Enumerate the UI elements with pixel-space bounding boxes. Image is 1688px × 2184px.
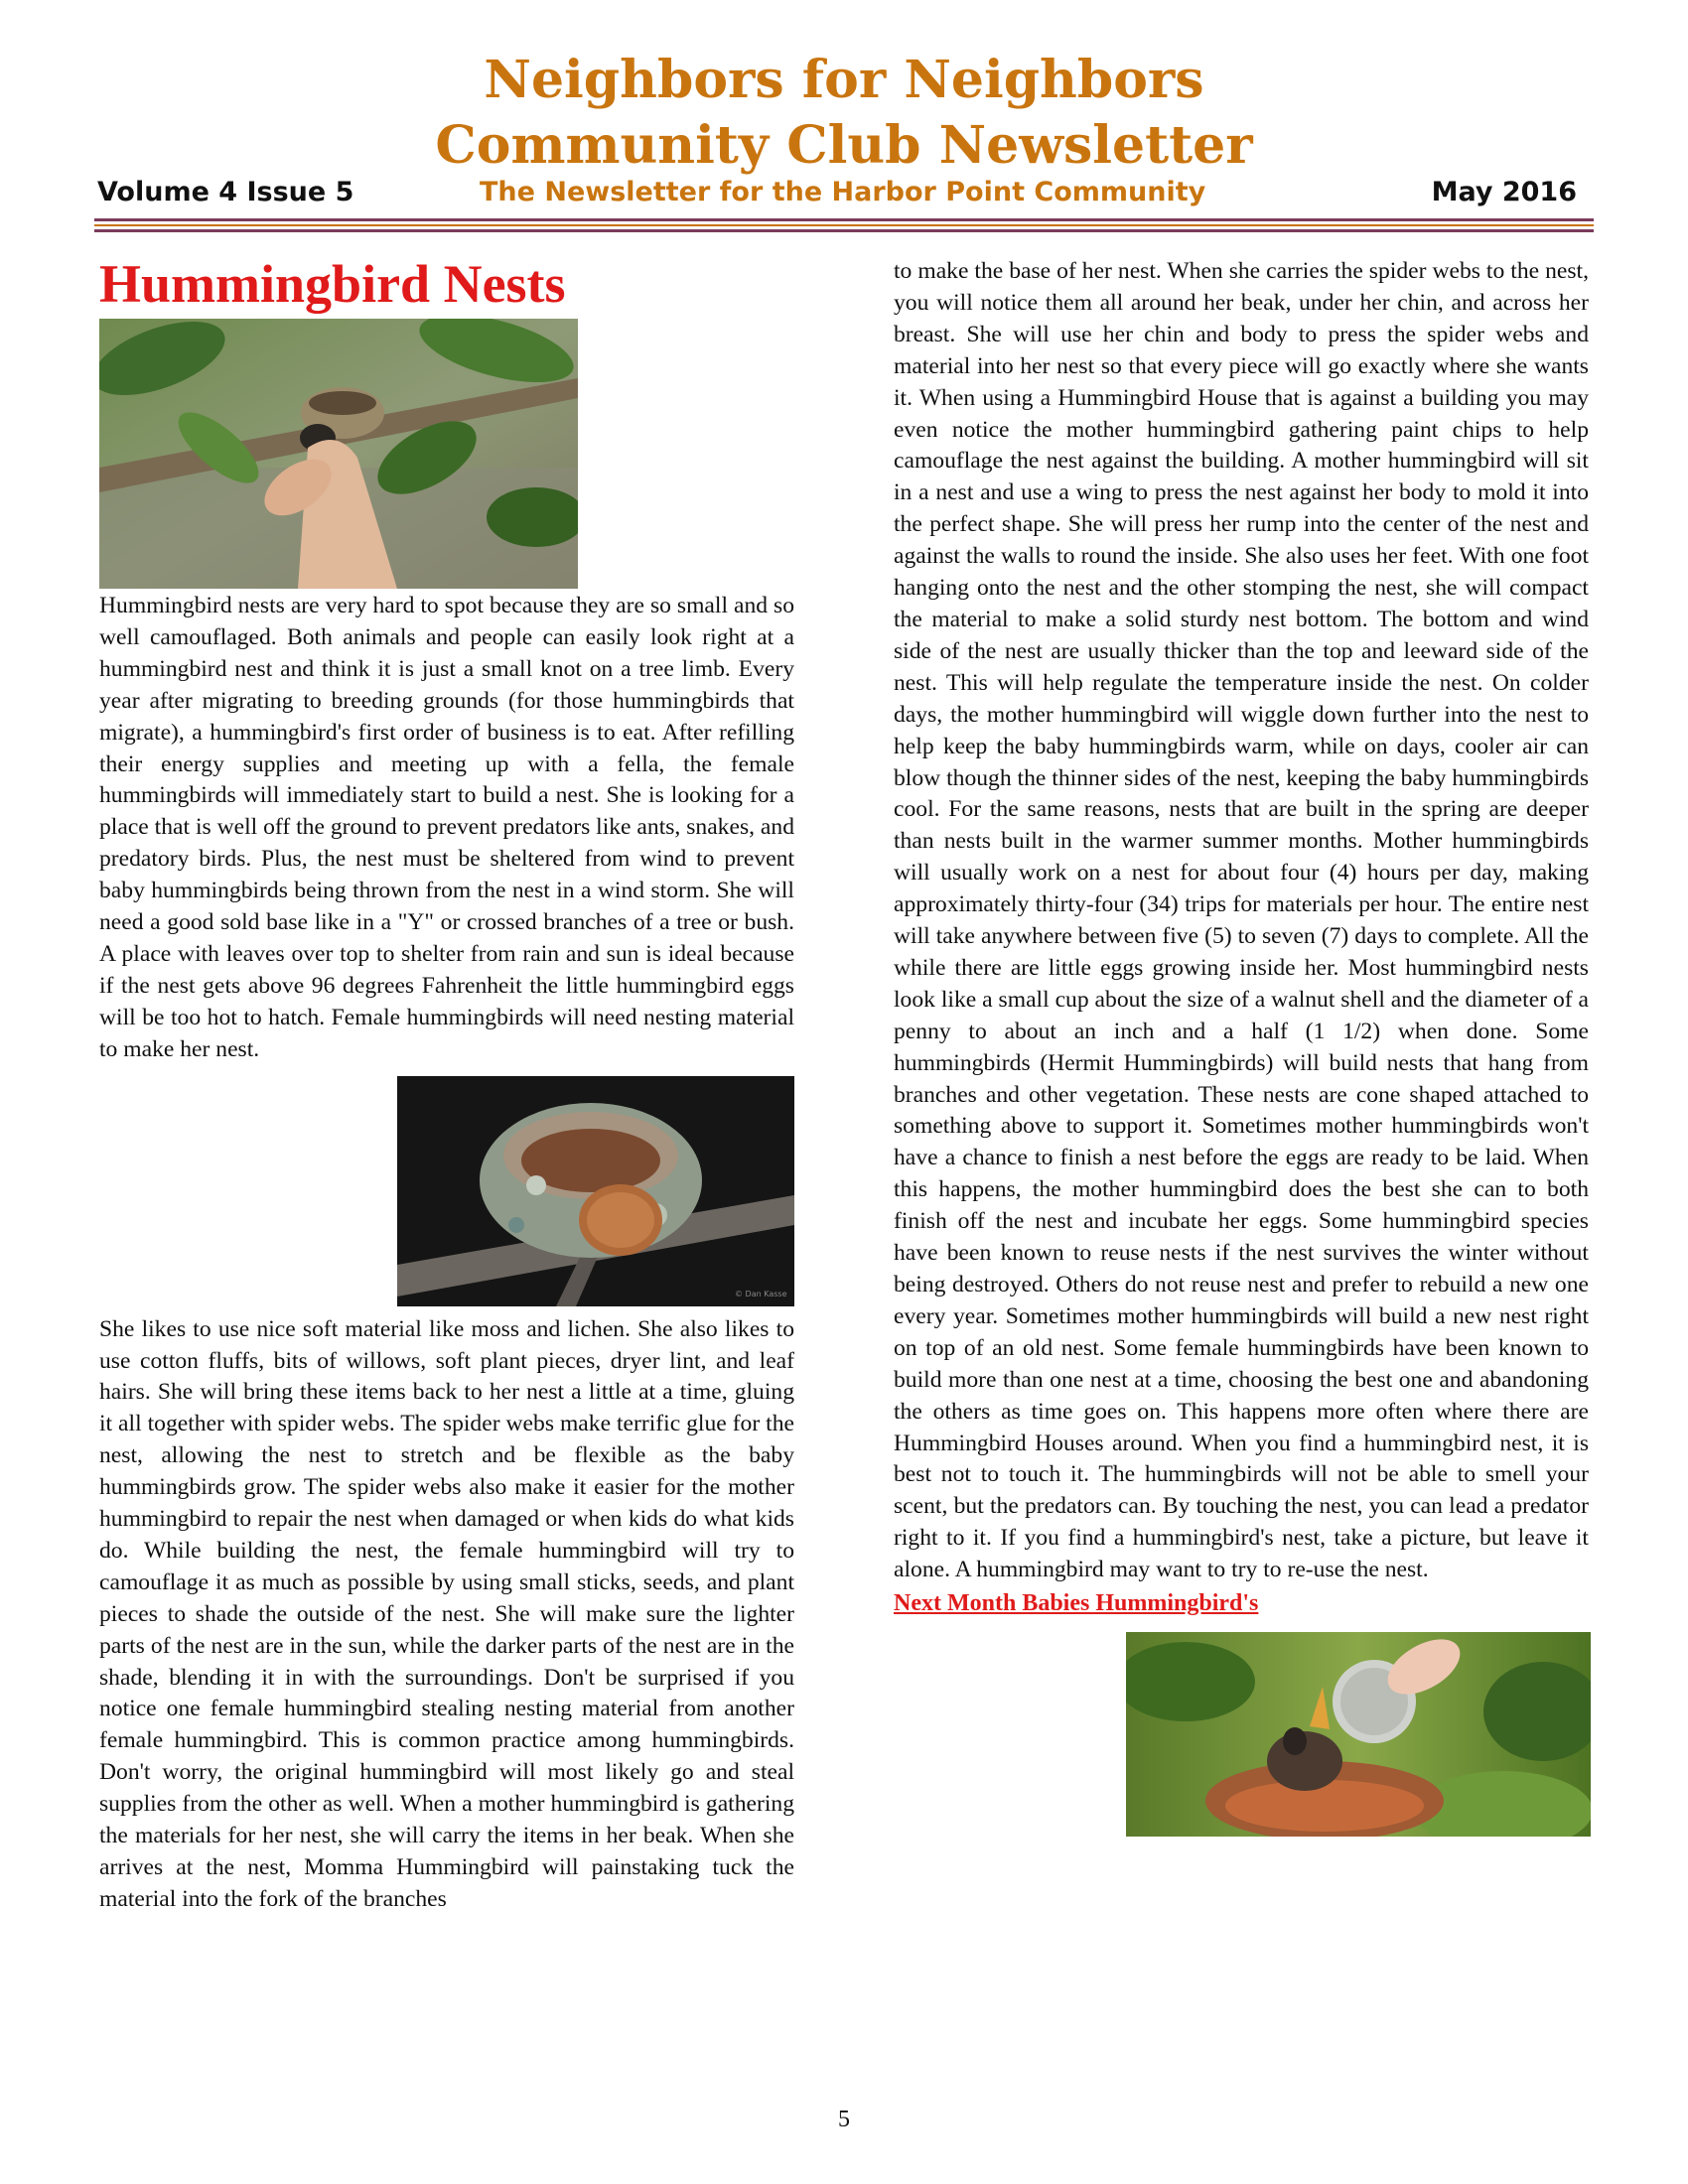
header-divider-top <box>94 218 1594 221</box>
newsletter-title-line2: Community Club Newsletter <box>435 115 1253 176</box>
article-title: Hummingbird Nests <box>99 254 566 314</box>
photo-hand-holding-nest <box>99 319 578 589</box>
left-column <box>99 253 794 1916</box>
issue-date: May 2016 <box>1431 177 1577 207</box>
article-paragraph-1: Hummingbird nests are very hard to spot because they are so small and so well camouflaged. Both animals and people can easily look right at a hummingbird nest and think it is just a small knot on a tree limb. Every year after migrating to breeding grounds (for those hummingbirds that migrate), a hummingbird's first order of business is to eat. After refilling their energy supplies and meeting up with a fella, the female hummingbirds will immediately start to build a nest. She is looking for a place that is well off the ground to prevent predators like ants, snakes, and predatory birds. Plus, the nest must be sheltered from wind to prevent baby hummingbirds being thrown from the nest in a wind storm. She will need a good sold base like in a "Y" or crossed branches of a tree or bush. A place with leaves over top to shelter from rain and sun is ideal because if the nest gets above 96 degrees Fahrenheit the little hummingbird eggs will be too hot to hatch. Female hummingbirds will need nesting material to make her nest. <box>99 593 794 1062</box>
header-divider-middle <box>94 224 1594 226</box>
issue-info-bar <box>97 177 1587 212</box>
photo-credit: © Dan Kasse <box>735 1289 787 1298</box>
page-number: 5 <box>838 2107 850 2132</box>
newsletter-title-line1: Neighbors for Neighbors <box>484 50 1204 110</box>
photo-baby-hummingbirds <box>1126 1632 1591 1837</box>
header-divider-bottom <box>94 229 1594 232</box>
newsletter-tagline: The Newsletter for the Harbor Point Community <box>480 177 1206 207</box>
photo-nest-with-penny <box>397 1076 794 1306</box>
right-column <box>894 256 1589 1837</box>
volume-issue: Volume 4 Issue 5 <box>97 177 354 207</box>
article-paragraph-3: to make the base of her nest. When she carries the spider webs to the nest, you will notice them all around her beak, under her chin, and across her breast. She will use her chin and body to press the spider webs and material into her nest so that every piece will go exactly where she wants it. When using a Hummingbird House that is against a building you may even notice the mother hummingbird gathering paint chips to help camouflage the nest against the building. A mother hummingbird will sit in a nest and use a wing to press the nest against her body to mold it into the perfect shape. She will press her rump into the center of the nest and against the walls to round the inside. She also uses her feet. With one foot hanging onto the nest and the other stomping the nest, she will compact the material to make a solid sturdy nest bottom. The bottom and wind side of the nest are usually thicker than the top and leeward side of the nest. This will help regulate the temperature inside the nest. On colder days, the mother hummingbird will wiggle down further into the nest to help keep the baby hummingbirds warm, while on days, cooler air can blow though the thinner sides of the nest, keeping the baby hummingbirds cool. For the same reasons, nests that are built in the spring are deeper than nests built in the warmer summer months. Mother hummingbirds will usually work on a nest for about four (4) hours per day, making approximately thirty-four (34) trips for materials per hour. The entire nest will take anywhere between five (5) to seven (7) days to complete. All the while there are little eggs growing inside her. Most hummingbird nests look like a small cup about the size of a walnut shell and the diameter of a penny to about an inch and a half (1 1/2) when done. Some hummingbirds (Hermit Hummingbirds) will build nests that hang from branches and other vegetation. These nests are cone shaped attached to something above to support it. Sometimes mother hummingbirds won't have a chance to finish a nest before the eggs are ready to be laid. When this happens, the mother hummingbird does the best she can to both finish off the nest and incubate her eggs. Some hummingbird species have been known to reuse nests if the nest survives the winter without being destroyed. Others do not reuse nest and prefer to rebuild a new one every year. Sometimes mother hummingbirds will build a new nest right on top of an old nest. Some female hummingbirds have been known to build more than one nest at a time, choosing the best one and abandoning the others as time goes on. This happens more often where there are Hummingbird Houses around. When you find a hummingbird nest, it is best not to touch it. The hummingbirds will not be able to smell your scent, but the predators can. By touching the nest, you can lead a predator right to it. If you find a hummingbird's nest, take a picture, but leave it alone. A hummingbird may want to try to re-use the nest. <box>894 258 1589 1583</box>
next-month-link[interactable]: Next Month Babies Hummingbird's <box>894 1590 1259 1617</box>
article-paragraph-2: She likes to use nice soft material like moss and lichen. She also likes to use cotton fluffs, bits of willows, soft plant pieces, dryer lint, and leaf hairs. She will bring these items back to her nest a little at a time, gluing it all together with spider webs. The spider webs make terrific glue for the nest, allowing the nest to stretch and be flexible as the baby hummingbirds grow. The spider webs also make it easier for the mother hummingbird to repair the nest when damaged or when kids do what kids do. While building the nest, the female hummingbird will try to camouflage it as much as possible by using small sticks, seeds, and plant pieces to shade the outside of the nest. She will make sure the lighter parts of the nest are in the sun, while the darker parts of the nest are in the shade, blending it in with the surroundings. Don't be surprised if you notice one female hummingbird stealing nesting material from another female hummingbird. This is common practice among hummingbirds. Don't worry, the original hummingbird will most likely go and steal supplies from the other as well. When a mother hummingbird is gathering the materials for her nest, she will carry the items in her beak. When she arrives at the nest, Momma Hummingbird will painstaking tuck the material into the fork of the branches <box>99 1315 794 1912</box>
